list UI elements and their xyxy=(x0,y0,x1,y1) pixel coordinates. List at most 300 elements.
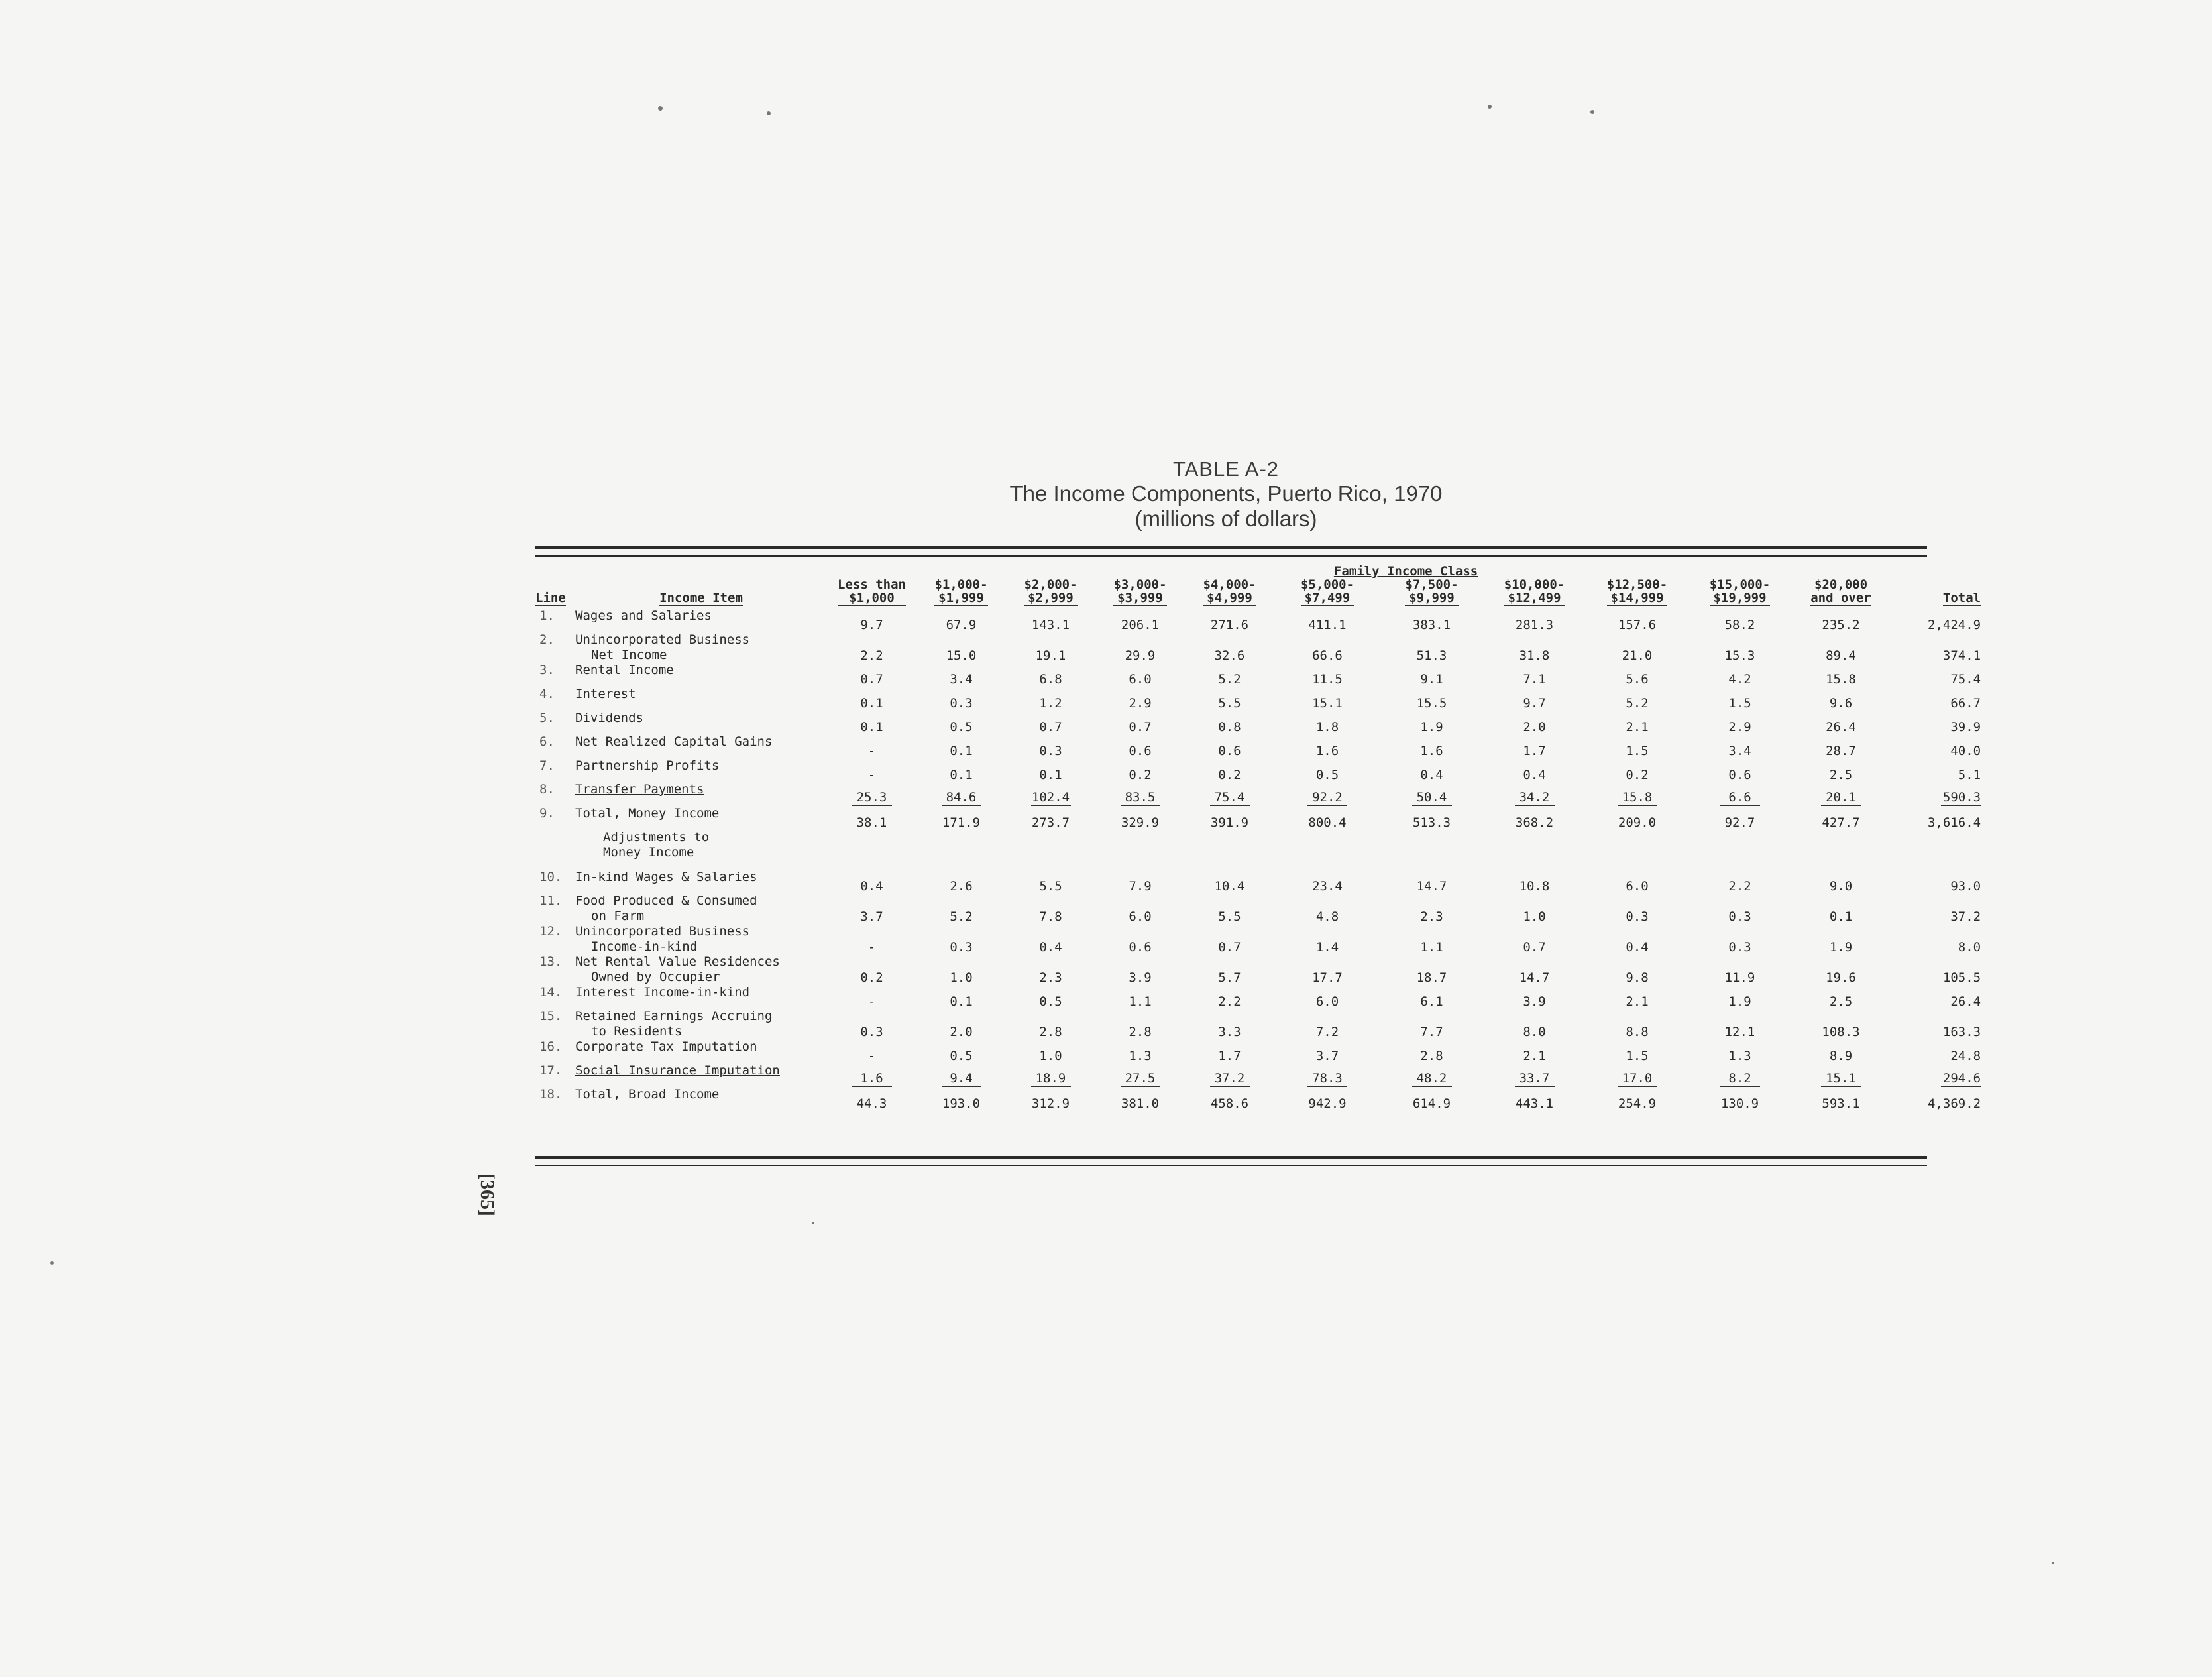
value-cell xyxy=(1006,954,1095,985)
total-cell xyxy=(1891,608,1990,632)
value-text: 2.1 xyxy=(1626,720,1649,734)
value-cell xyxy=(827,608,916,632)
value-text: 1.1 xyxy=(1420,940,1443,954)
value-text: 26.4 xyxy=(1826,720,1856,734)
line-number: 18. xyxy=(539,1087,563,1102)
scan-speck xyxy=(2052,1562,2054,1564)
scan-speck xyxy=(812,1222,814,1224)
value-cell xyxy=(827,782,916,806)
value-text: - xyxy=(867,994,876,1009)
value-text: 5.5 xyxy=(1218,909,1241,924)
value-text: 0.2 xyxy=(1129,768,1152,782)
value-text: 15.8 xyxy=(1618,790,1657,806)
line-number: 1. xyxy=(539,608,555,623)
value-text: 4.2 xyxy=(1728,672,1751,687)
total-cell xyxy=(1891,711,1990,734)
income-class-header-label xyxy=(1405,578,1458,606)
value-cell xyxy=(1006,1039,1095,1063)
value-text: 0.2 xyxy=(1218,768,1241,782)
value-text: 75.4 xyxy=(1210,790,1250,806)
value-text: 458.6 xyxy=(1210,1096,1249,1111)
income-item xyxy=(575,985,827,1009)
value-cell xyxy=(1380,1009,1483,1039)
value-text: 411.1 xyxy=(1308,618,1347,632)
value-cell xyxy=(1274,711,1380,734)
value-cell xyxy=(1274,687,1380,711)
top-rule-thin xyxy=(535,555,1927,557)
value-cell xyxy=(1791,894,1891,924)
value-cell xyxy=(827,985,916,1009)
value-text: 14.7 xyxy=(1416,879,1447,894)
value-cell xyxy=(916,687,1006,711)
value-cell xyxy=(1586,870,1688,894)
table-row xyxy=(535,632,1990,663)
value-cell xyxy=(1688,632,1791,663)
income-item-label: Interest xyxy=(575,687,636,701)
value-text: 427.7 xyxy=(1822,815,1860,830)
value-cell xyxy=(827,806,916,830)
value-cell xyxy=(1586,663,1688,687)
income-item xyxy=(575,711,827,734)
value-text: 3.9 xyxy=(1129,970,1152,985)
value-text: 1.1 xyxy=(1129,994,1152,1009)
value-cell xyxy=(1380,870,1483,894)
top-rule xyxy=(535,546,1927,549)
value-cell xyxy=(827,711,916,734)
value-text: 15.5 xyxy=(1416,696,1447,711)
value-cell xyxy=(1185,806,1274,830)
value-text: 2.1 xyxy=(1626,994,1649,1009)
value-cell xyxy=(1688,758,1791,782)
value-text: 368.2 xyxy=(1515,815,1554,830)
value-cell xyxy=(1791,1087,1891,1111)
value-cell xyxy=(1185,924,1274,954)
income-item xyxy=(575,734,827,758)
value-cell xyxy=(1095,870,1185,894)
value-cell xyxy=(1095,954,1185,985)
value-text: 391.9 xyxy=(1210,815,1249,830)
value-cell xyxy=(1483,1087,1586,1111)
income-item xyxy=(575,894,827,924)
value-cell xyxy=(1095,758,1185,782)
value-cell xyxy=(1006,924,1095,954)
income-class-header-line1: $10,000- xyxy=(1504,578,1565,592)
value-cell xyxy=(827,830,916,870)
value-text: 5.5 xyxy=(1218,696,1241,711)
value-cell xyxy=(1380,687,1483,711)
value-text: 10.4 xyxy=(1214,879,1245,894)
value-text: 37.2 xyxy=(1210,1071,1250,1087)
value-text: 1.0 xyxy=(950,970,973,985)
income-item-label: Rental Income xyxy=(575,663,674,677)
value-cell xyxy=(1688,924,1791,954)
income-class-header-line1: $2,000- xyxy=(1024,578,1078,592)
value-text: 0.1 xyxy=(860,696,883,711)
value-cell xyxy=(1095,632,1185,663)
value-text: 58.2 xyxy=(1724,618,1755,632)
income-class-header-line1: Less than xyxy=(838,578,906,592)
value-cell xyxy=(827,1063,916,1087)
value-cell xyxy=(1380,734,1483,758)
value-cell xyxy=(1274,1009,1380,1039)
total-cell xyxy=(1891,1039,1990,1063)
value-text: 6.8 xyxy=(1039,672,1062,687)
table-row xyxy=(535,830,1990,870)
value-cell xyxy=(1274,663,1380,687)
income-class-header-line2: $1,000 xyxy=(849,591,895,605)
value-cell xyxy=(1095,924,1185,954)
value-text: 1.5 xyxy=(1626,1049,1649,1063)
value-cell xyxy=(827,663,916,687)
total-value: 163.3 xyxy=(1942,1025,1981,1039)
value-text: 28.7 xyxy=(1826,744,1856,758)
income-item-header-label: Income Item xyxy=(659,591,743,605)
value-text: 9.8 xyxy=(1626,970,1649,985)
value-cell xyxy=(1274,1039,1380,1063)
value-text: 942.9 xyxy=(1308,1096,1347,1111)
income-item xyxy=(575,1063,827,1087)
value-text: 2.5 xyxy=(1829,994,1853,1009)
income-class-header-line2: $19,999 xyxy=(1713,591,1767,605)
income-components-table xyxy=(535,563,1990,1111)
value-text: 273.7 xyxy=(1031,815,1070,830)
value-cell xyxy=(1380,1063,1483,1087)
value-cell xyxy=(1483,985,1586,1009)
value-cell xyxy=(1006,1063,1095,1087)
value-text: 3.7 xyxy=(860,909,883,924)
income-item xyxy=(575,663,827,687)
value-text: 9.4 xyxy=(942,1071,981,1087)
value-cell xyxy=(916,870,1006,894)
value-text: 0.3 xyxy=(1728,940,1751,954)
value-text: 2.2 xyxy=(860,648,883,663)
value-text: 8.2 xyxy=(1720,1071,1760,1087)
income-item-label: Total, Money Income xyxy=(575,806,720,821)
value-text: - xyxy=(867,1049,876,1063)
value-text: 0.7 xyxy=(1218,940,1241,954)
income-item-label: Dividends xyxy=(575,711,643,725)
value-text: 171.9 xyxy=(942,815,981,830)
value-text: 383.1 xyxy=(1412,618,1451,632)
income-class-header-line2: and over xyxy=(1810,591,1871,605)
line-number: 11. xyxy=(539,894,563,908)
value-cell xyxy=(1185,687,1274,711)
value-text: 18.9 xyxy=(1031,1071,1071,1087)
value-text: 31.8 xyxy=(1519,648,1550,663)
value-text: 0.7 xyxy=(1039,720,1062,734)
value-cell xyxy=(1006,870,1095,894)
value-cell xyxy=(1095,687,1185,711)
value-cell xyxy=(1380,985,1483,1009)
value-cell xyxy=(1483,758,1586,782)
value-cell xyxy=(1095,734,1185,758)
value-text: 17.7 xyxy=(1312,970,1343,985)
income-item-label: Owned by Occupier xyxy=(591,970,720,984)
total-value: 75.4 xyxy=(1950,672,1981,687)
value-cell xyxy=(916,894,1006,924)
income-item-label: Food Produced & Consumed xyxy=(575,894,757,908)
value-cell xyxy=(1688,954,1791,985)
value-text: 513.3 xyxy=(1412,815,1451,830)
value-cell xyxy=(1380,632,1483,663)
value-cell xyxy=(1688,1039,1791,1063)
value-text: - xyxy=(867,768,876,782)
income-item-label: Transfer Payments xyxy=(575,782,704,797)
income-class-header-label xyxy=(1810,578,1871,606)
value-cell xyxy=(1483,782,1586,806)
total-value: 2,424.9 xyxy=(1928,618,1981,632)
value-text: 1.4 xyxy=(1315,940,1339,954)
value-text: 8.9 xyxy=(1829,1049,1853,1063)
value-text: 329.9 xyxy=(1121,815,1160,830)
value-cell xyxy=(1185,1087,1274,1111)
value-cell xyxy=(827,1039,916,1063)
income-class-header-line2: $4,999 xyxy=(1207,591,1252,605)
value-cell xyxy=(1006,782,1095,806)
value-cell xyxy=(1095,1087,1185,1111)
value-cell xyxy=(1791,632,1891,663)
value-cell xyxy=(1274,985,1380,1009)
table-row xyxy=(535,954,1990,985)
scan-speck xyxy=(50,1261,54,1265)
value-cell xyxy=(1185,758,1274,782)
value-cell xyxy=(916,758,1006,782)
value-text: 27.5 xyxy=(1121,1071,1160,1087)
value-text: 14.7 xyxy=(1519,970,1550,985)
value-text: 2.3 xyxy=(1420,909,1443,924)
value-cell xyxy=(916,830,1006,870)
value-text: 25.3 xyxy=(852,790,892,806)
income-class-header xyxy=(1688,578,1791,608)
table-row xyxy=(535,806,1990,830)
value-text: 2.5 xyxy=(1829,768,1853,782)
value-text: 4.8 xyxy=(1315,909,1339,924)
income-item xyxy=(575,632,827,663)
value-cell xyxy=(827,687,916,711)
value-text: 614.9 xyxy=(1412,1096,1451,1111)
value-cell xyxy=(1095,663,1185,687)
value-cell xyxy=(1380,711,1483,734)
value-text: 44.3 xyxy=(856,1096,887,1111)
value-cell xyxy=(916,924,1006,954)
value-text: 0.4 xyxy=(1626,940,1649,954)
value-text: 18.7 xyxy=(1416,970,1447,985)
value-text: 6.0 xyxy=(1315,994,1339,1009)
value-text: 281.3 xyxy=(1515,618,1554,632)
value-cell xyxy=(1791,663,1891,687)
table-row xyxy=(535,608,1990,632)
total-value: 590.3 xyxy=(1941,790,1981,806)
value-text: 17.0 xyxy=(1618,1071,1657,1087)
value-text: 83.5 xyxy=(1121,790,1160,806)
value-text: 89.4 xyxy=(1826,648,1856,663)
value-text: 235.2 xyxy=(1822,618,1860,632)
value-cell xyxy=(1586,985,1688,1009)
value-cell xyxy=(1586,734,1688,758)
value-cell xyxy=(1095,985,1185,1009)
table-subtitle: The Income Components, Puerto Rico, 1970 xyxy=(1009,481,1443,506)
value-cell xyxy=(1586,806,1688,830)
value-cell xyxy=(1791,806,1891,830)
value-cell xyxy=(1185,1063,1274,1087)
value-text: 15.8 xyxy=(1826,672,1856,687)
value-text: 800.4 xyxy=(1308,815,1347,830)
table-row xyxy=(535,663,1990,687)
value-text: 8.8 xyxy=(1626,1025,1649,1039)
value-text: 5.2 xyxy=(950,909,973,924)
total-value: 93.0 xyxy=(1950,879,1981,894)
value-cell xyxy=(1791,924,1891,954)
value-cell xyxy=(1095,830,1185,870)
income-item xyxy=(575,758,827,782)
value-cell xyxy=(1483,924,1586,954)
value-text: 19.6 xyxy=(1826,970,1856,985)
value-cell xyxy=(1586,924,1688,954)
value-cell xyxy=(1688,806,1791,830)
value-cell xyxy=(1185,608,1274,632)
value-cell xyxy=(1185,954,1274,985)
value-text: 0.1 xyxy=(950,744,973,758)
value-cell xyxy=(1274,758,1380,782)
income-item-label: Net Income xyxy=(591,648,667,662)
table-row xyxy=(535,1009,1990,1039)
value-cell xyxy=(1185,1039,1274,1063)
total-value: 374.1 xyxy=(1942,648,1981,663)
value-text: 0.1 xyxy=(1829,909,1853,924)
income-class-header-label xyxy=(1504,578,1565,606)
total-value: 4,369.2 xyxy=(1928,1096,1981,1111)
income-item-label: on Farm xyxy=(591,909,645,923)
value-cell xyxy=(1006,632,1095,663)
income-class-header-label xyxy=(1113,578,1166,606)
income-item-label: Social Insurance Imputation xyxy=(575,1063,780,1078)
income-item xyxy=(575,1039,827,1063)
value-text: 0.3 xyxy=(950,940,973,954)
income-class-header-line1: $4,000- xyxy=(1203,578,1256,592)
value-cell xyxy=(1791,758,1891,782)
income-item xyxy=(575,924,827,954)
income-class-header-line1: $3,000- xyxy=(1113,578,1167,592)
value-cell xyxy=(916,985,1006,1009)
value-text: 108.3 xyxy=(1822,1025,1860,1039)
value-cell xyxy=(1380,954,1483,985)
value-text: 6.0 xyxy=(1129,672,1152,687)
table-units: (millions of dollars) xyxy=(1134,506,1317,531)
total-value: 105.5 xyxy=(1942,970,1981,985)
value-cell xyxy=(1791,1063,1891,1087)
value-cell xyxy=(1006,663,1095,687)
table-row xyxy=(535,1063,1990,1087)
value-cell xyxy=(1185,985,1274,1009)
value-cell xyxy=(1586,711,1688,734)
value-cell xyxy=(1274,1063,1380,1087)
value-text: 0.1 xyxy=(1039,768,1062,782)
value-text: 9.0 xyxy=(1829,879,1853,894)
income-class-header-label xyxy=(1203,578,1256,606)
value-cell xyxy=(1483,608,1586,632)
line-number: 6. xyxy=(539,734,555,749)
value-cell xyxy=(1688,1087,1791,1111)
value-cell xyxy=(1274,870,1380,894)
value-text: 15.0 xyxy=(946,648,977,663)
value-text: 0.3 xyxy=(860,1025,883,1039)
total-value: 3,616.4 xyxy=(1928,815,1981,830)
value-cell xyxy=(1791,734,1891,758)
income-item xyxy=(575,870,827,894)
value-text: 209.0 xyxy=(1618,815,1657,830)
value-cell xyxy=(1095,894,1185,924)
value-text: 381.0 xyxy=(1121,1096,1160,1111)
value-text: 84.6 xyxy=(942,790,981,806)
value-cell xyxy=(1274,632,1380,663)
value-cell xyxy=(1688,663,1791,687)
income-item-header xyxy=(575,578,827,608)
income-item xyxy=(575,806,827,830)
value-text: 1.5 xyxy=(1728,696,1751,711)
family-income-class-label: Family Income Class xyxy=(1333,564,1478,578)
value-text: 48.2 xyxy=(1412,1071,1452,1087)
value-cell xyxy=(1688,985,1791,1009)
value-text: 1.7 xyxy=(1218,1049,1241,1063)
value-cell xyxy=(1095,782,1185,806)
value-cell xyxy=(1483,1009,1586,1039)
table-row xyxy=(535,734,1990,758)
income-class-header xyxy=(1586,578,1688,608)
value-text: 20.1 xyxy=(1821,790,1861,806)
value-cell xyxy=(827,1087,916,1111)
value-text: 0.7 xyxy=(860,672,883,687)
value-text: 271.6 xyxy=(1210,618,1249,632)
value-cell xyxy=(1483,1039,1586,1063)
value-cell xyxy=(1380,1039,1483,1063)
value-cell xyxy=(1274,608,1380,632)
income-class-header-label xyxy=(1301,578,1354,606)
value-cell xyxy=(916,954,1006,985)
income-class-header-line2: $9,999 xyxy=(1409,591,1455,605)
value-cell xyxy=(1185,734,1274,758)
page-number: [365] xyxy=(476,1173,498,1216)
income-class-header xyxy=(1006,578,1095,608)
income-item xyxy=(575,608,827,632)
value-cell xyxy=(1791,711,1891,734)
value-text: 9.7 xyxy=(860,618,883,632)
total-cell xyxy=(1891,663,1990,687)
income-item-label: Income-in-kind xyxy=(591,939,698,954)
income-item xyxy=(575,782,827,806)
value-text: 8.0 xyxy=(1523,1025,1546,1039)
value-text: 0.5 xyxy=(950,720,973,734)
value-text: 10.8 xyxy=(1519,879,1550,894)
value-text: 23.4 xyxy=(1312,879,1343,894)
value-text: 7.9 xyxy=(1129,879,1152,894)
income-item-label: Unincorporated Business xyxy=(575,924,750,939)
value-text: 0.1 xyxy=(860,720,883,734)
income-item-label: Partnership Profits xyxy=(575,758,720,773)
value-cell xyxy=(1274,806,1380,830)
value-text: 7.7 xyxy=(1420,1025,1443,1039)
income-class-header-line1: $1,000- xyxy=(934,578,988,592)
income-class-header xyxy=(827,578,916,608)
value-text: 92.7 xyxy=(1724,815,1755,830)
value-text: 1.2 xyxy=(1039,696,1062,711)
value-cell xyxy=(1006,830,1095,870)
value-cell xyxy=(1586,632,1688,663)
table-row xyxy=(535,782,1990,806)
total-cell xyxy=(1891,1009,1990,1039)
value-cell xyxy=(1791,608,1891,632)
value-cell xyxy=(1185,870,1274,894)
value-text: - xyxy=(867,744,876,758)
